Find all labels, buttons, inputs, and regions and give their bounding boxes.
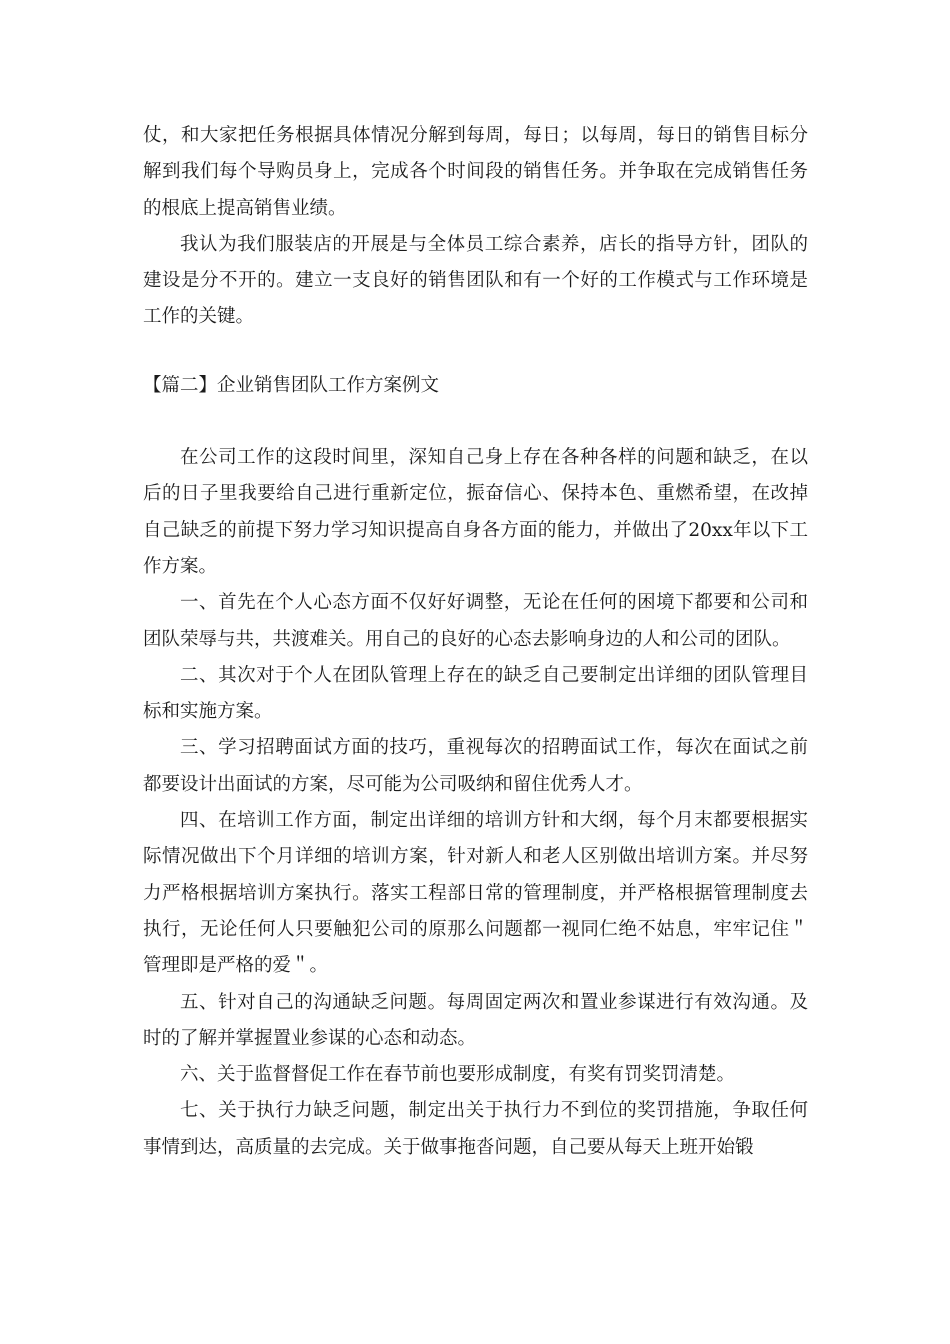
list-item: 五、针对自己的沟通缺乏问题。每周固定两次和置业参谋进行有效沟通。及时的了解并掌握置业参谋的心态和动态。 [143,991,808,1049]
section-title: 【篇二】企业销售团队工作方案例文 [143,374,440,396]
paragraph-intro: 在公司工作的这段时间里，深知自己身上存在各种各样的问题和缺乏，在以后的日子里我要给自己进行重新定位，振奋信心、保持本色、重燃希望，在改掉自己缺乏的前提下努力学习知识提高自身各方面的能力，并做出了20xx年以下工作方案。 [143,447,808,577]
list-item: 七、关于执行力缺乏问题，制定出关于执行力不到位的奖罚措施，争取任何事情到达，高质量的去完成。关于做事拖沓问题，自己要从每天上班开始锻 [143,1100,808,1158]
paragraph-store-development: 我认为我们服装店的开展是与全体员工综合素养，店长的指导方针，团队的建设是分不开的。建立一支良好的销售团队和有一个好的工作模式与工作环境是工作的关键。 [143,233,808,328]
list-item: 二、其次对于个人在团队管理上存在的缺乏自己要制定出详细的团队管理目标和实施方案。 [143,664,808,723]
list-item: 六、关于监督督促工作在春节前也要形成制度，有奖有罚奖罚清楚。 [180,1064,736,1086]
list-item: 四、在培训工作方面，制定出详细的培训方针和大纲，每个月末都要根据实际情况做出下个月详细的培训方案，针对新人和老人区别做出培训方案。并尽努力严格根据培训方案执行。落实工程部日常的管理制度，并严格根据管理制度去执行，无论任何人只要触犯公司的原那么问题都一视同仁绝不姑息，牢牢记住＂管理即是严格的爱＂。 [143,810,808,977]
list-item: 一、首先在个人心态方面不仅好好调整，无论在任何的困境下都要和公司和团队荣辱与共，共渡难关。用自己的良好的心态去影响身边的人和公司的团队。 [143,592,808,650]
list-item: 三、学习招聘面试方面的技巧，重视每次的招聘面试工作，每次在面试之前都要设计出面试的方案，尽可能为公司吸纳和留住优秀人才。 [143,737,808,795]
document-body [143,118,808,1166]
paragraph-continued: 仗，和大家把任务根据具体情况分解到每周，每日；以每周，每日的销售目标分解到我们每个导购员身上，完成各个时间段的销售任务。并争取在完成销售任务的根底上提高销售业绩。 [143,125,808,219]
spacer [143,336,808,368]
spacer [143,404,808,440]
